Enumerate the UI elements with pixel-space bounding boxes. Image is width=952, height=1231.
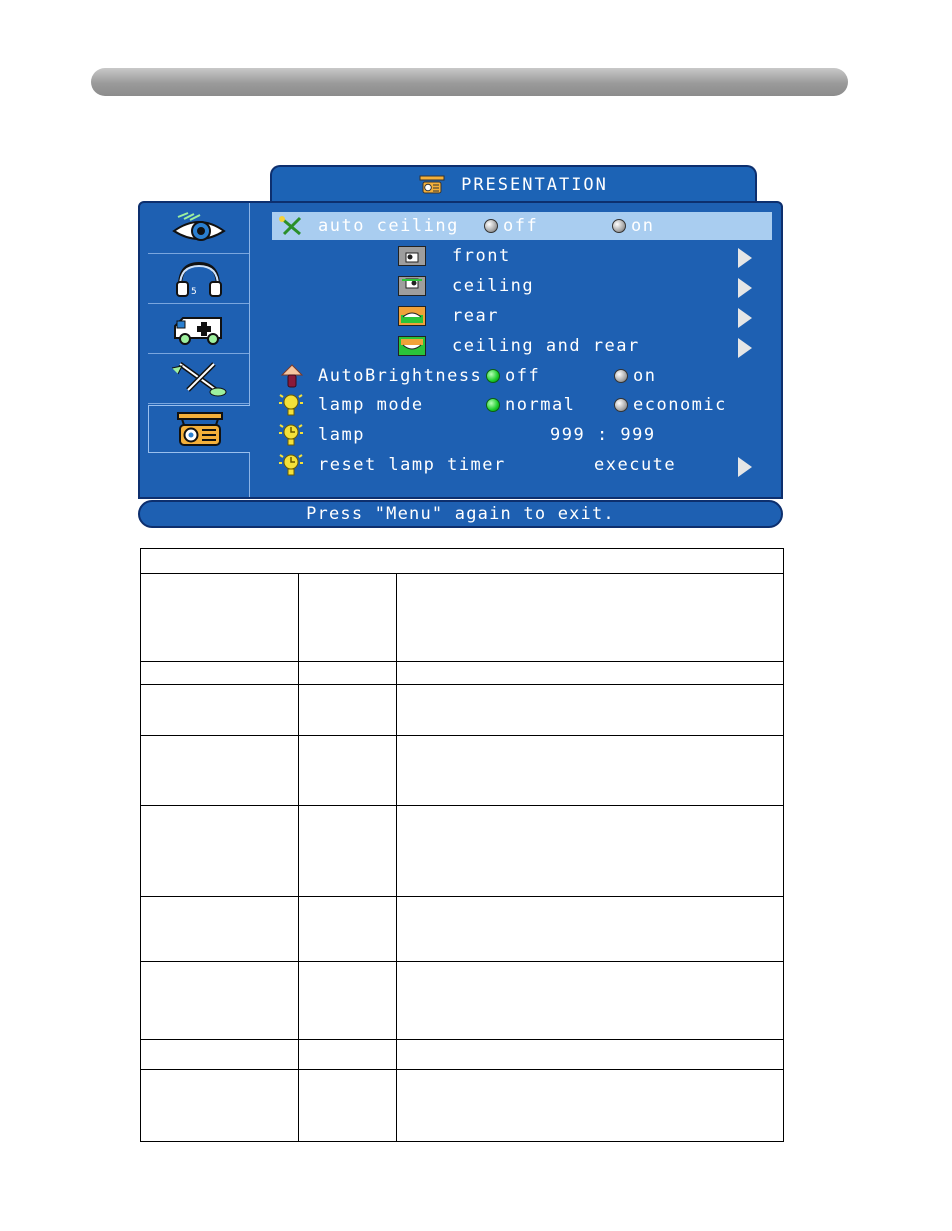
table-row-divider — [141, 896, 783, 897]
lamp-mode-normal-option[interactable]: normal — [486, 395, 575, 415]
tab-options[interactable] — [148, 355, 249, 404]
clock-bulb-icon — [278, 451, 304, 479]
menu-row-ceiling-and-rear[interactable] — [274, 332, 754, 360]
menu-row-lamp-mode[interactable] — [274, 391, 754, 419]
lamp-mode-economic-option[interactable]: economic — [614, 395, 727, 415]
table-row-divider — [141, 684, 783, 685]
autobrightness-off-option[interactable]: off — [486, 366, 540, 386]
menu-row-front[interactable] — [274, 242, 754, 270]
menu-row-ceiling[interactable] — [274, 272, 754, 300]
radio-on[interactable] — [612, 219, 626, 233]
lamp-shade-icon — [280, 363, 304, 389]
category-tabs — [140, 203, 250, 497]
ceiling-rear-mode-icon — [398, 336, 426, 356]
auto-ceiling-off-option[interactable]: off — [484, 216, 538, 236]
execute-arrow-icon[interactable] — [738, 457, 752, 477]
front-label: front — [452, 246, 511, 266]
auto-ceiling-label: auto ceiling — [318, 216, 459, 236]
table-row-divider — [141, 573, 783, 574]
lamp-hours-value: 999 : 999 — [550, 425, 656, 445]
menu-row-reset-lamp-timer[interactable] — [274, 451, 754, 479]
radio-off-selected[interactable] — [486, 369, 500, 383]
table-row-divider — [141, 735, 783, 736]
menu-panel — [138, 201, 783, 499]
tab-audio[interactable] — [148, 255, 249, 304]
menu-row-auto-ceiling[interactable] — [272, 212, 772, 240]
autobrightness-label: AutoBrightness — [318, 366, 483, 386]
lamp-label: lamp — [318, 425, 365, 445]
front-mode-icon — [398, 246, 426, 266]
projector-icon — [174, 411, 226, 447]
table-row-divider — [141, 961, 783, 962]
menu-title: PRESENTATION — [461, 175, 608, 195]
rear-label: rear — [452, 306, 499, 326]
eye-icon — [170, 211, 228, 247]
description-table — [140, 548, 784, 1142]
table-column-divider — [298, 573, 299, 1141]
radio-on[interactable] — [614, 369, 628, 383]
ceiling-rear-arrow-icon[interactable] — [738, 338, 752, 358]
tools-icon — [170, 360, 228, 398]
ceiling-arrow-icon[interactable] — [738, 278, 752, 298]
table-row-divider — [141, 805, 783, 806]
ambulance-icon — [171, 312, 227, 346]
rear-arrow-icon[interactable] — [738, 308, 752, 328]
ceiling-mode-icon — [398, 276, 426, 296]
radio-off[interactable] — [484, 219, 498, 233]
headphones-icon — [174, 260, 224, 298]
radio-economic[interactable] — [614, 398, 628, 412]
menu-title-tab — [270, 165, 757, 203]
section-header-bar — [91, 68, 848, 96]
execute-action[interactable]: execute — [594, 455, 677, 475]
table-row-divider — [141, 661, 783, 662]
table-column-divider — [396, 573, 397, 1141]
rear-mode-icon — [398, 306, 426, 326]
autobrightness-on-option[interactable]: on — [614, 366, 656, 386]
menu-row-rear[interactable] — [274, 302, 754, 330]
table-row-divider — [141, 1069, 783, 1070]
svg-text:5: 5 — [190, 287, 197, 297]
ceiling-label: ceiling — [452, 276, 535, 296]
lamp-mode-label: lamp mode — [318, 395, 424, 415]
tools-icon — [278, 215, 304, 237]
ceiling-rear-label: ceiling and rear — [452, 336, 640, 356]
tab-setup[interactable] — [148, 305, 249, 354]
tab-picture[interactable] — [148, 205, 249, 254]
tab-presentation[interactable] — [148, 405, 250, 453]
status-bar: Press "Menu" again to exit. — [138, 500, 783, 528]
bulb-icon — [278, 391, 304, 419]
radio-normal-selected[interactable] — [486, 398, 500, 412]
projector-icon — [419, 175, 445, 195]
clock-bulb-icon — [278, 421, 304, 449]
table-row-divider — [141, 1039, 783, 1040]
reset-lamp-timer-label: reset lamp timer — [318, 455, 506, 475]
menu-row-autobrightness[interactable] — [274, 362, 754, 390]
front-arrow-icon[interactable] — [738, 248, 752, 268]
auto-ceiling-on-option[interactable]: on — [612, 216, 654, 236]
menu-row-lamp — [274, 421, 754, 449]
presentation-osd-menu — [138, 165, 783, 530]
